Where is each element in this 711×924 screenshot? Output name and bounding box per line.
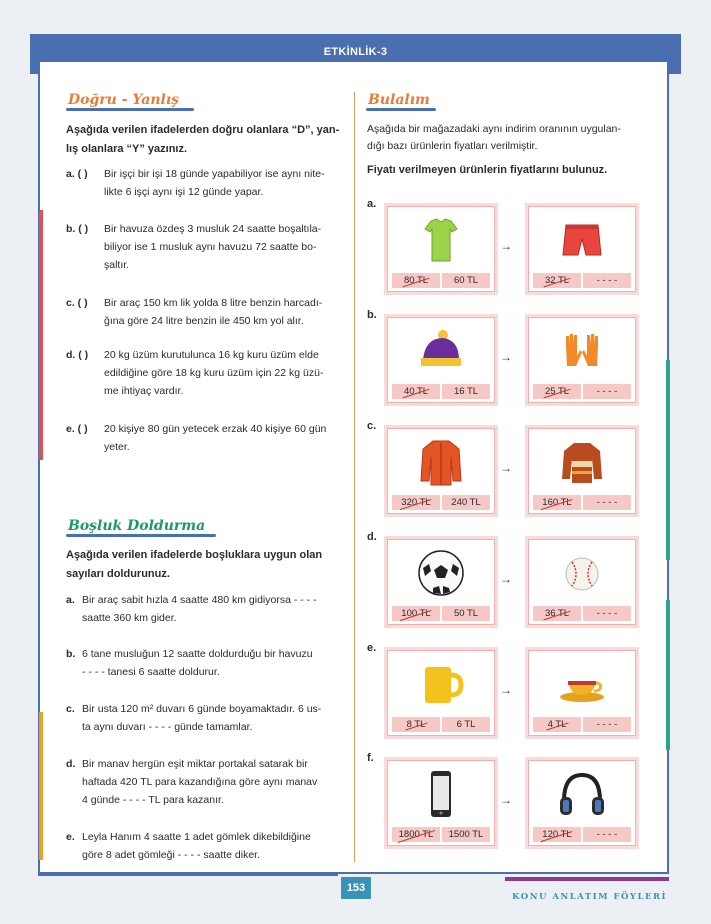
- arrow-right-icon: →: [500, 572, 512, 586]
- old-price-text: 32 TL: [544, 275, 570, 286]
- item-line: haftada 420 TL para kazandığına göre aynı manav: [82, 776, 318, 788]
- price-strip: [533, 384, 631, 399]
- item-line: 20 kg üzüm kurutulunca 16 kg kuru üzüm elde: [104, 349, 319, 361]
- new-price: - - - -: [583, 827, 631, 842]
- old-price: [392, 606, 440, 621]
- item-line: biliyor ise 1 musluk aynı havuzu 72 saatte bo-: [104, 241, 317, 253]
- old-price: [533, 384, 581, 399]
- sweater-icon: [554, 437, 610, 487]
- item-line: ğına göre 24 litre benzin ile 450 km yol alır.: [104, 315, 304, 327]
- row-letter: a.: [367, 198, 377, 210]
- row-letter: f.: [367, 752, 374, 764]
- item-line: ta aynı duvarı - - - - günde tamamlar.: [82, 721, 253, 733]
- item-label: a.: [66, 594, 75, 606]
- title-underline: [366, 108, 436, 111]
- dogru-instruction-line1: Aşağıda verilen ifadelerden doğru olanlara “D”, yan-: [66, 124, 340, 136]
- price-strip: [533, 273, 631, 288]
- old-price-text: 120 TL: [542, 829, 572, 840]
- item-label: e.: [66, 831, 75, 843]
- shorts-icon: [554, 215, 610, 265]
- item-line: Bir havuza özdeş 3 musluk 24 saatte boşaltıla-: [104, 223, 322, 235]
- new-price: 1500 TL: [442, 827, 490, 842]
- bulalim-instruction: Fiyatı verilmeyen ürünlerin fiyatlarını bulunuz.: [367, 164, 608, 176]
- old-price-text: 36 TL: [544, 608, 570, 619]
- beanie-icon: [413, 326, 469, 376]
- new-price: - - - -: [583, 495, 631, 510]
- activity-title: ETKİNLİK-3: [323, 46, 388, 58]
- item-line: saatte 360 km gider.: [82, 612, 177, 624]
- product-card: [387, 428, 495, 514]
- new-price: - - - -: [583, 273, 631, 288]
- price-strip: [533, 827, 631, 842]
- old-price: [533, 717, 581, 732]
- old-price: [533, 606, 581, 621]
- product-card: [387, 760, 495, 846]
- item-line: şaltır.: [104, 259, 130, 271]
- baseball-icon: [554, 548, 610, 598]
- old-price: [533, 273, 581, 288]
- old-price: [392, 717, 440, 732]
- item-label: c.: [66, 703, 75, 715]
- section-title-bosluk-doldurma: Boşluk Doldurma: [68, 518, 206, 534]
- page-number: 153: [341, 877, 371, 899]
- item-label: c. ( ): [66, 297, 88, 309]
- item-line: Bir manav hergün eşit miktar portakal satarak bir: [82, 758, 308, 770]
- new-price: - - - -: [583, 717, 631, 732]
- price-strip: [392, 827, 490, 842]
- new-price: 50 TL: [442, 606, 490, 621]
- shirt-icon: [413, 215, 469, 265]
- left-accent-red: [39, 210, 43, 460]
- price-strip: [392, 606, 490, 621]
- new-price: 60 TL: [442, 273, 490, 288]
- item-line: yeter.: [104, 441, 130, 453]
- item-line: Bir araç 150 km lik yolda 8 litre benzin harcadı-: [104, 297, 323, 309]
- row-letter: e.: [367, 642, 377, 654]
- bulalim-intro-line1: Aşağıda bir mağazadaki aynı indirim oranının uygulan-: [367, 123, 621, 135]
- row-letter: d.: [367, 531, 377, 543]
- item-label: e. ( ): [66, 423, 88, 435]
- old-price-text: 25 TL: [544, 386, 570, 397]
- item-line: Leyla Hanım 4 saatte 1 adet gömlek dikebildiğine: [82, 831, 311, 843]
- price-strip: [533, 606, 631, 621]
- product-card: [528, 206, 636, 292]
- old-price-text: 8 TL: [406, 719, 426, 730]
- item-label: d. ( ): [66, 349, 89, 361]
- old-price-text: 320 TL: [401, 497, 431, 508]
- phone-icon: [413, 769, 469, 819]
- product-card: [528, 539, 636, 625]
- new-price: - - - -: [583, 606, 631, 621]
- product-card: [528, 317, 636, 403]
- new-price: 6 TL: [442, 717, 490, 732]
- item-line: Bir araç sabit hızla 4 saatte 480 km gidiyorsa - - - -: [82, 594, 317, 606]
- item-line: Bir usta 120 m² duvarı 6 günde boyamaktadır. 6 us-: [82, 703, 322, 715]
- item-line: göre 8 adet gömleği - - - - saatte diker.: [82, 849, 261, 861]
- row-letter: b.: [367, 309, 377, 321]
- arrow-right-icon: →: [500, 239, 512, 253]
- item-line: edildiğine göre 18 kg kuru üzüm için 22 kg üzü-: [104, 367, 324, 379]
- product-card: [387, 317, 495, 403]
- new-price: 240 TL: [442, 495, 490, 510]
- old-price: [533, 495, 581, 510]
- section-title-bulalim: Bulalım: [368, 92, 430, 108]
- product-card: [528, 428, 636, 514]
- product-card: [387, 650, 495, 736]
- item-label: a. ( ): [66, 168, 88, 180]
- gloves-icon: [554, 326, 610, 376]
- right-accent-teal-2: [666, 600, 670, 750]
- old-price-text: 160 TL: [542, 497, 572, 508]
- product-card: [528, 650, 636, 736]
- column-divider: [354, 92, 355, 862]
- new-price: - - - -: [583, 384, 631, 399]
- item-line: likte 6 işçi aynı işi 12 günde yapar.: [104, 186, 264, 198]
- item-line: 4 günde - - - - TL para kazanır.: [82, 794, 224, 806]
- old-price-text: 1800 TL: [398, 829, 434, 840]
- title-underline: [66, 108, 194, 111]
- arrow-right-icon: →: [500, 793, 512, 807]
- arrow-right-icon: →: [500, 461, 512, 475]
- item-line: - - - - tanesi 6 saatte doldurur.: [82, 666, 220, 678]
- right-accent-teal: [666, 360, 670, 560]
- jacket-icon: [413, 437, 469, 487]
- item-line: 20 kişiye 80 gün yetecek erzak 40 kişiye 60 gün: [104, 423, 327, 435]
- price-strip: [392, 717, 490, 732]
- old-price: [392, 273, 440, 288]
- old-price-text: 80 TL: [403, 275, 429, 286]
- mug-icon: [413, 659, 469, 709]
- price-strip: [392, 384, 490, 399]
- headphones-icon: [554, 769, 610, 819]
- old-price: [392, 384, 440, 399]
- teacup-icon: [554, 659, 610, 709]
- price-strip: [392, 273, 490, 288]
- dogru-instruction-line2: lış olanlara “Y” yazınız.: [66, 143, 188, 155]
- old-price-text: 4 TL: [547, 719, 567, 730]
- product-card: [387, 539, 495, 625]
- new-price: 16 TL: [442, 384, 490, 399]
- title-underline: [66, 534, 216, 537]
- old-price: [392, 495, 440, 510]
- product-card: [528, 760, 636, 846]
- soccer-ball-icon: [413, 548, 469, 598]
- old-price: [533, 827, 581, 842]
- price-strip: [533, 495, 631, 510]
- left-accent-orange: [39, 712, 43, 860]
- item-line: 6 tane musluğun 12 saatte doldurduğu bir havuzu: [82, 648, 313, 660]
- bulalim-intro-line2: dığı bazı ürünlerin fiyatları verilmiştir.: [367, 140, 538, 152]
- item-label: d.: [66, 758, 76, 770]
- product-card: [387, 206, 495, 292]
- arrow-right-icon: →: [500, 683, 512, 697]
- footer-brand: KONU ANLATIM FÖYLERİ: [512, 892, 667, 902]
- price-strip: [392, 495, 490, 510]
- row-letter: c.: [367, 420, 377, 432]
- bosluk-instruction-line2: sayıları doldurunuz.: [66, 568, 170, 580]
- bosluk-instruction-line1: Aşağıda verilen ifadelerde boşluklara uygun olan: [66, 549, 323, 561]
- arrow-right-icon: →: [500, 350, 512, 364]
- footer-line-left: [38, 874, 338, 876]
- footer-line-right: [505, 877, 669, 881]
- price-strip: [533, 717, 631, 732]
- old-price-text: 40 TL: [403, 386, 429, 397]
- item-label: b.: [66, 648, 76, 660]
- section-title-dogru-yanlis: Doğru - Yanlış: [68, 92, 180, 108]
- item-line: Bir işçi bir işi 18 günde yapabiliyor ise aynı nite-: [104, 168, 325, 180]
- item-line: me ihtiyaç vardır.: [104, 385, 184, 397]
- old-price-text: 100 TL: [401, 608, 431, 619]
- item-label: b. ( ): [66, 223, 89, 235]
- old-price: [392, 827, 440, 842]
